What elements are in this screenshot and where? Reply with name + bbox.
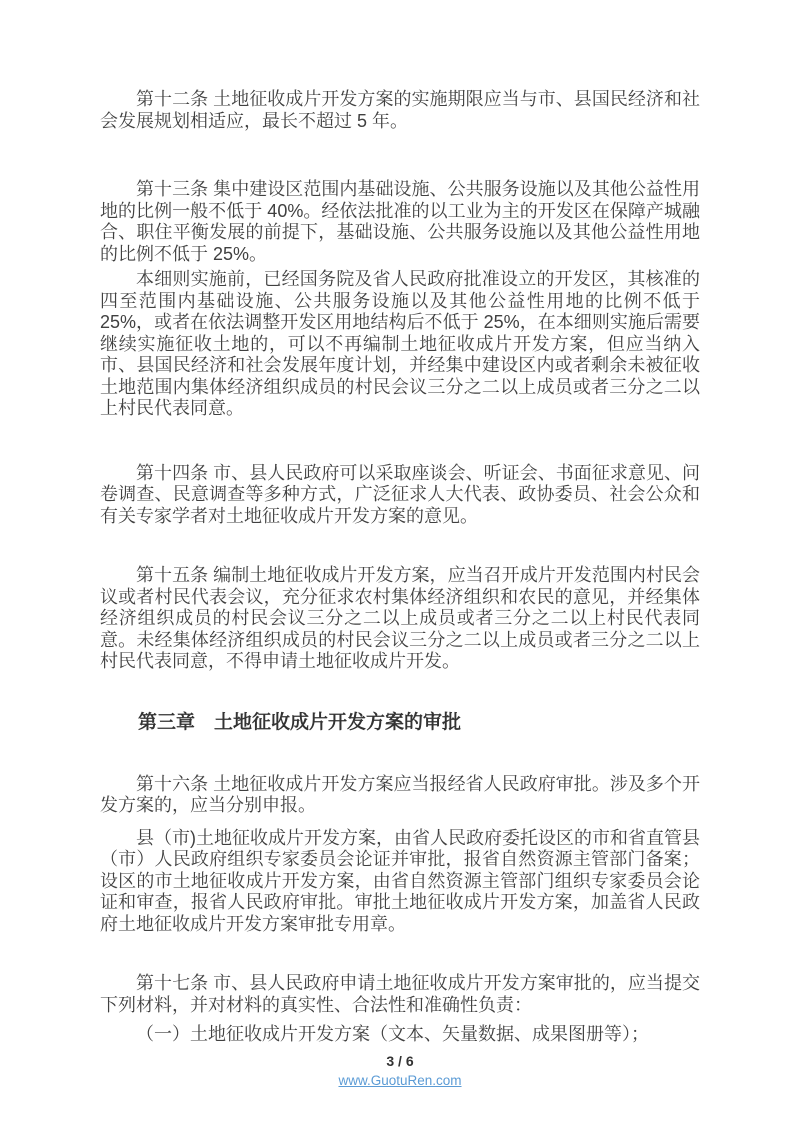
page-number: 3 / 6 bbox=[386, 1052, 414, 1069]
paragraph-article-13: 第十三条 集中建设区范围内基础设施、公共服务设施以及其他公益性用地的比例一般不低于 40%。经依法批准的以工业为主的开发区在保障产城融合、职住平衡发展的前提下，基础设施、公共服务设施以及其他公益性用地的比例不低于 25%。 bbox=[100, 179, 700, 264]
paragraph-article-17: 第十七条 市、县人民政府申请土地征收成片开发方案审批的，应当提交下列材料，并对材料的真实性、合法性和准确性负责： bbox=[100, 973, 700, 1015]
website-link[interactable]: www.GuotuRen.com bbox=[338, 1072, 462, 1088]
paragraph-article-16: 第十六条 土地征收成片开发方案应当报经省人民政府审批。涉及多个开发方案的，应当分别申报。 bbox=[100, 773, 700, 815]
paragraph-article-16-continuation: 县（市)土地征收成片开发方案，由省人民政府委托设区的市和省直管县（市）人民政府组织专家委员会论证并审批，报省自然资源主管部门备案；设区的市土地征收成片开发方案，由省自然资源主管部门组织专家委员会论证和审查，报省人民政府审批。审批土地征收成片开发方案，加盖省人民政府土地征收成片开发方案审批专用章。 bbox=[100, 827, 700, 934]
page-footer bbox=[0, 1052, 800, 1090]
paragraph-article-12: 第十二条 土地征收成片开发方案的实施期限应当与市、县国民经济和社会发展规划相适应，最长不超过 5 年。 bbox=[100, 89, 700, 131]
chapter-3-heading: 第三章 土地征收成片开发方案的审批 bbox=[138, 711, 462, 733]
paragraph-article-13-continuation: 本细则实施前，已经国务院及省人民政府批准设立的开发区，其核准的四至范围内基础设施、公共服务设施以及其他公益性用地的比例不低于 25%，或者在依法调整开发区用地结构后不低于 25%，在本细则实施后需要继续实施征收土地的，可以不再编制土地征收成片开发方案，但应当纳入市、县国民经济和社会发展年度计划，并经集中建设区内或者剩余未被征收土地范围内集体经济组织成员的村民会议三分之二以上成员或者三分之二以上村民代表同意。 bbox=[100, 269, 700, 418]
paragraph-item-1: （一）土地征收成片开发方案（文本、矢量数据、成果图册等）； bbox=[136, 1024, 649, 1044]
paragraph-article-15: 第十五条 编制土地征收成片开发方案，应当召开成片开发范围内村民会议或者村民代表会议，充分征求农村集体经济组织和农民的意见，并经集体经济组织成员的村民会议三分之二以上成员或者三分之二以上村民代表同意。未经集体经济组织成员的村民会议三分之二以上成员或者三分之二以上村民代表同意，不得申请土地征收成片开发。 bbox=[100, 565, 700, 671]
paragraph-article-14: 第十四条 市、县人民政府可以采取座谈会、听证会、书面征求意见、问卷调查、民意调查等多种方式，广泛征求人大代表、政协委员、社会公众和有关专家学者对土地征收成片开发方案的意见。 bbox=[100, 462, 700, 526]
